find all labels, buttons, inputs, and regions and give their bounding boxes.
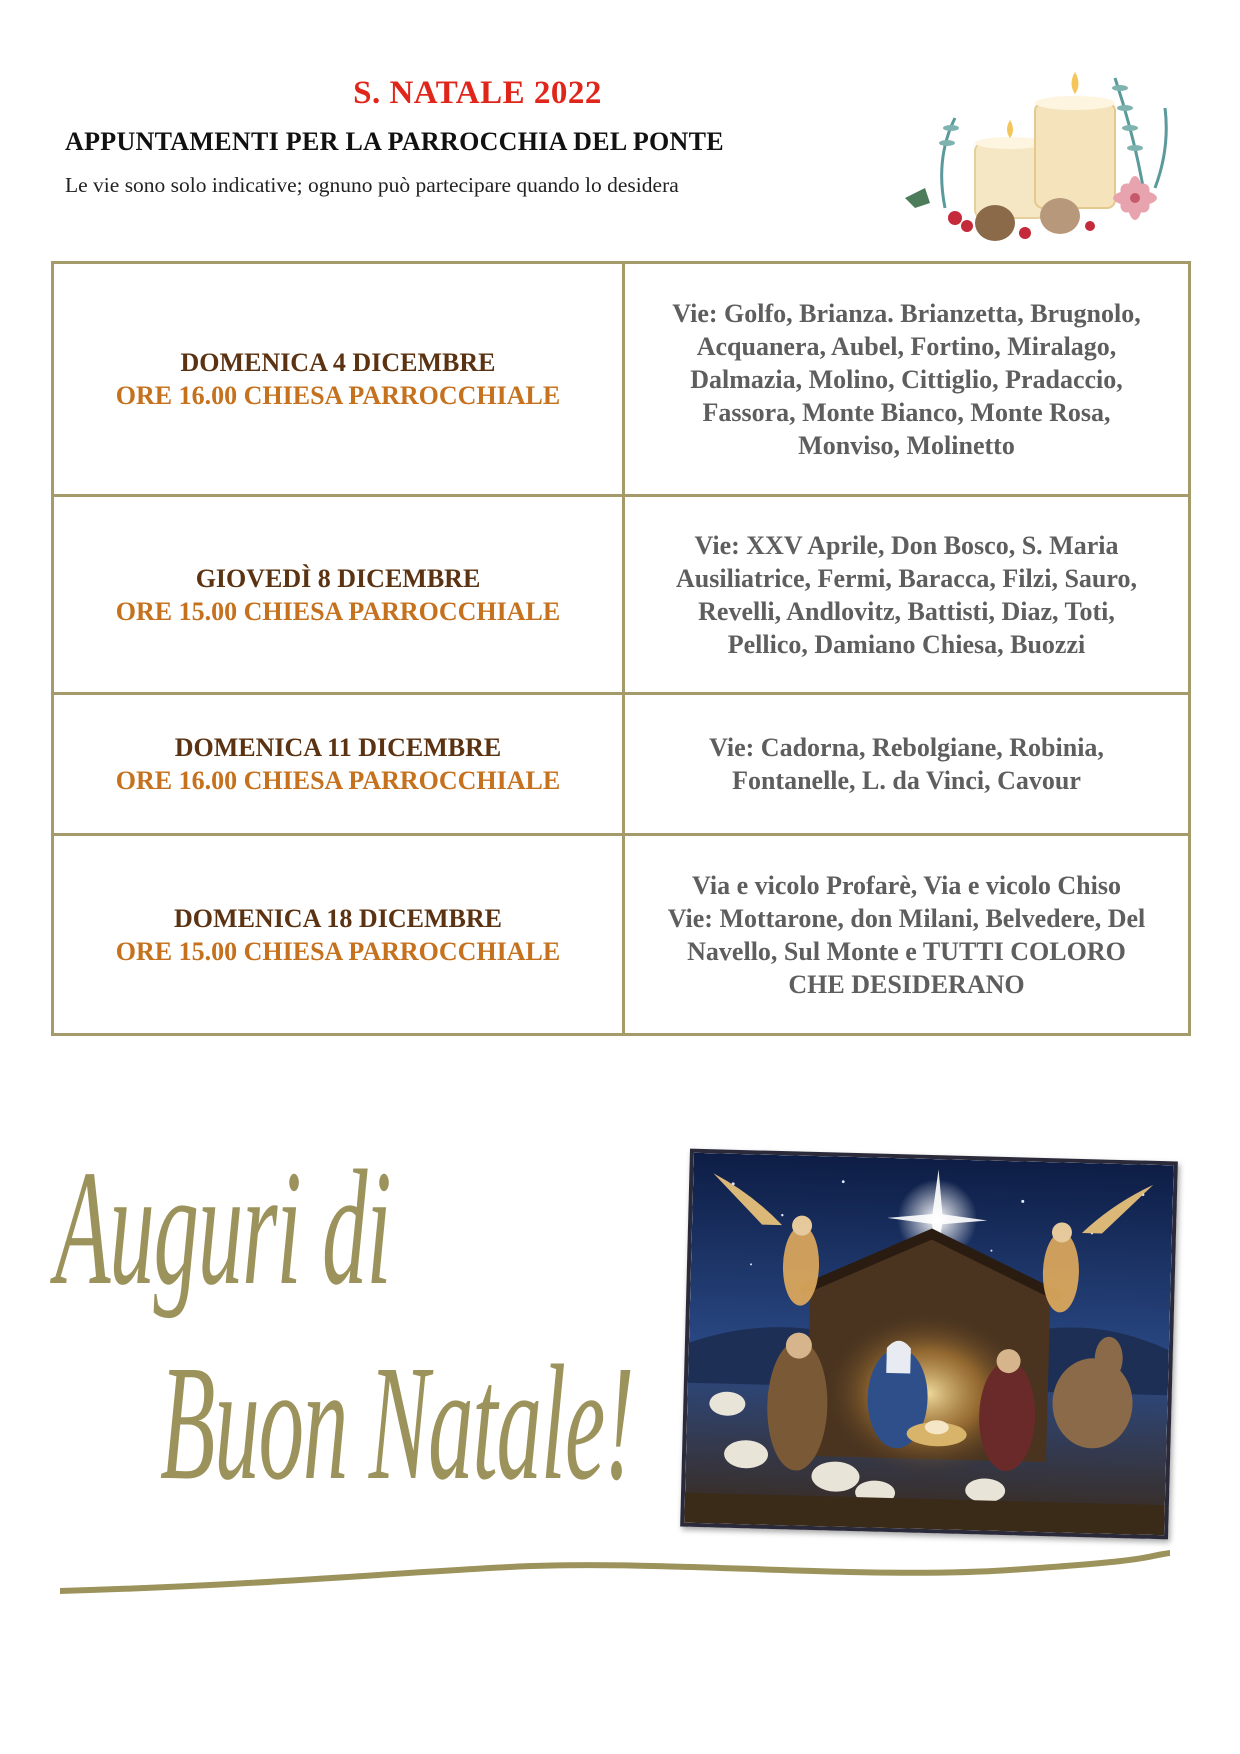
streets-line: CHE DESIDERANO bbox=[788, 969, 1025, 999]
greeting-line-1: Auguri di bbox=[55, 1136, 391, 1319]
streets-line: Vie: Golfo, Brianza. Brianzetta, Brugnolo, bbox=[672, 298, 1141, 328]
table-row bbox=[53, 263, 1190, 496]
page-subtitle: APPUNTAMENTI PER LA PARROCCHIA DEL PONTE bbox=[65, 127, 724, 156]
streets-line: Acquanera, Aubel, Fortino, Miralago, bbox=[696, 331, 1117, 361]
page-note: Le vie sono solo indicative; ognuno può partecipare quando lo desidera bbox=[65, 173, 679, 197]
table-row bbox=[53, 694, 1190, 835]
event-day: GIOVEDÌ 8 DICEMBRE bbox=[195, 563, 481, 593]
date-cell bbox=[53, 835, 624, 1035]
streets-line: Vie: XXV Aprile, Don Bosco, S. Maria bbox=[694, 530, 1119, 560]
streets-line: Fassora, Monte Bianco, Monte Rosa, bbox=[702, 397, 1111, 427]
streets-line: Fontanelle, L. da Vinci, Cavour bbox=[732, 766, 1081, 795]
streets-line: Vie: Cadorna, Rebolgiane, Robinia, bbox=[709, 733, 1104, 762]
event-day: DOMENICA 18 DICEMBRE bbox=[174, 903, 502, 933]
date-cell bbox=[53, 496, 624, 694]
streets-cell bbox=[624, 835, 1190, 1035]
nativity-image bbox=[680, 1149, 1178, 1540]
streets-cell bbox=[624, 496, 1190, 694]
streets-cell bbox=[624, 694, 1190, 835]
streets-cell bbox=[624, 263, 1190, 496]
streets-line: Revelli, Andlovitz, Battisti, Diaz, Toti, bbox=[698, 596, 1115, 626]
schedule-table bbox=[51, 261, 1191, 1036]
streets-line: Ausiliatrice, Fermi, Baracca, Filzi, Sauro, bbox=[676, 563, 1137, 593]
event-day: DOMENICA 4 DICEMBRE bbox=[180, 348, 496, 377]
event-time: ORE 15.00 CHIESA PARROCCHIALE bbox=[115, 596, 561, 626]
decorative-wave-line bbox=[60, 1545, 1170, 1605]
table-row bbox=[53, 496, 1190, 694]
streets-line: Vie: Mottarone, don Milani, Belvedere, Del bbox=[667, 903, 1146, 933]
streets-line: Monviso, Molinetto bbox=[798, 430, 1015, 460]
table-row bbox=[53, 835, 1190, 1035]
date-cell bbox=[53, 694, 624, 835]
event-day: DOMENICA 11 DICEMBRE bbox=[174, 733, 502, 762]
streets-line: Navello, Sul Monte e TUTTI COLORO bbox=[687, 936, 1126, 966]
streets-line: Pellico, Damiano Chiesa, Buozzi bbox=[727, 629, 1086, 659]
event-time: ORE 16.00 CHIESA PARROCCHIALE bbox=[115, 381, 561, 410]
greeting-line-2: Buon Natale! bbox=[160, 1331, 634, 1514]
streets-line: Dalmazia, Molino, Cittiglio, Pradaccio, bbox=[690, 364, 1123, 394]
date-cell bbox=[53, 263, 624, 496]
event-time: ORE 16.00 CHIESA PARROCCHIALE bbox=[115, 766, 561, 795]
page-title: S. NATALE 2022 bbox=[353, 75, 602, 111]
event-time: ORE 15.00 CHIESA PARROCCHIALE bbox=[115, 936, 561, 966]
candles-illustration bbox=[885, 48, 1185, 248]
streets-line: Via e vicolo Profarè, Via e vicolo Chiso bbox=[692, 870, 1121, 900]
